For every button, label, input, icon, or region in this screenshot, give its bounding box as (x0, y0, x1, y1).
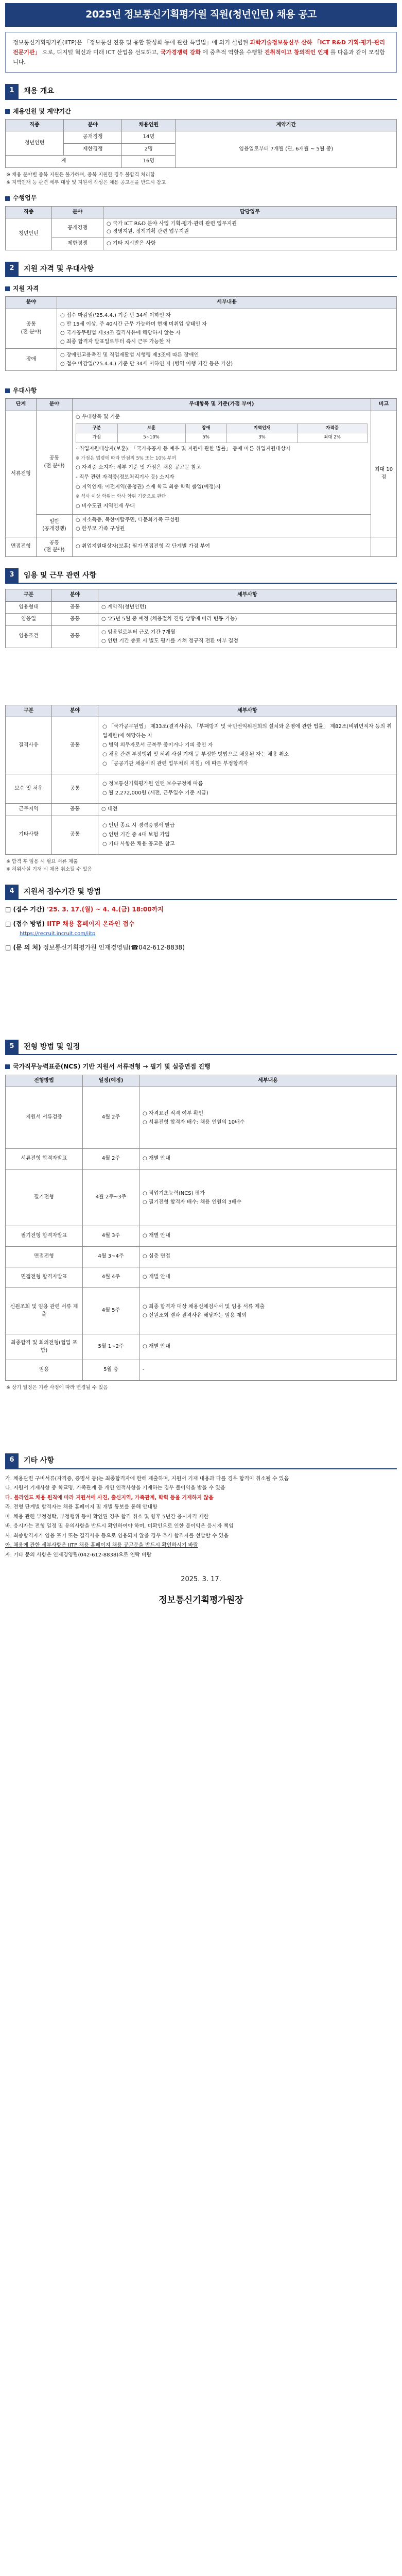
table-cell (73, 411, 371, 514)
table-cell: 2명 (122, 143, 176, 156)
apply-period-value: '25. 3. 17.(월) ~ 4. 4.(금) 18:00까지 (47, 906, 164, 913)
table-header: 분야 (52, 589, 98, 602)
table-header: 자격증 (297, 423, 367, 433)
bonus-points-table (76, 423, 368, 443)
list-item: 마. 채용 관련 부정청탁, 부정행위 등이 확인된 경우 합격 취소 및 향후 5년간 응시자격 제한 (5, 1514, 209, 1520)
table-cell: 신원조회 및 임용 관련 서류 제출 (6, 1288, 83, 1334)
section-number: 6 (5, 1453, 19, 1468)
section-number: 4 (5, 885, 19, 899)
list-item: ○ 한부모 가족 구성원 (76, 526, 125, 532)
table-header: 세부내용 (57, 297, 397, 309)
table-cell: 공통 (52, 614, 98, 626)
table-cell: ○ 기타 지시받은 사항 (103, 238, 397, 250)
list-item: ○ 저소득층, 북한이탈주민, 다문화가족 구성원 (76, 517, 180, 523)
table-cell: ○ 최종 합격자 대상 채용신체검사서 및 임용 서류 제출 ○ 신원조회 결과 결격사유 해당자는 임용 제외 (139, 1288, 397, 1334)
notes (5, 171, 397, 187)
table-cell: ○ 접수 마감일('25.4.4.) 기준 만 34세 이하인 자 ○ 만 15세 이상, 주 40시간 근무 가능하며 현재 미취업 상태인 자 ○ 국가공무원법 제33조 결격사유에 해당하지 않는 자 ○ 최종 합격자 발표일로부터 즉시 근무 가능한 자 (57, 309, 397, 348)
apply-period (5, 905, 397, 914)
table-cell: - (139, 1360, 397, 1381)
contact (5, 943, 397, 952)
square-bullet-icon (5, 286, 10, 291)
list-item: ※ 석사 이상 학위는 학사 학위 기준으로 판단 (76, 494, 166, 500)
table-row (6, 614, 397, 626)
table-cell: ○ '25년 5월 중 예정 (채용절차 진행 상황에 따라 변동 가능) (98, 614, 397, 626)
subsection-heading (5, 284, 397, 293)
table-cell: 장애 (6, 348, 57, 370)
list-item: - 취업지원대상자(보훈): 「국가유공자 등 예우 및 지원에 관한 법률」 등에 따른 취업지원대상자 (76, 446, 291, 452)
intro-text-2: 에 중추적 역할을 수행할 (202, 48, 263, 56)
table-cell: 5~10% (117, 433, 185, 443)
table-cell: 4월 3~4주 (83, 1247, 139, 1267)
table-cell: 공통 (52, 816, 98, 854)
subsection-heading (5, 1062, 397, 1071)
table-row (6, 717, 397, 774)
table-cell: 임용형태 (6, 601, 52, 614)
table-cell: 4월 4주 (83, 1267, 139, 1288)
table-header: 분야 (37, 399, 73, 411)
table-cell: ○ 인턴 종료 시 경력증명서 발급 ○ 인턴 기간 중 4대 보험 가입 ○ 기타 사항은 채용 공고문 참고 (98, 816, 397, 854)
table-header: 직종 (6, 206, 52, 218)
table-cell: 공개경쟁 (64, 131, 122, 144)
table-header: 전형방법 (6, 1075, 83, 1087)
section-title: 지원서 접수기간 및 방법 (24, 887, 101, 896)
table-cell: ○ 자격요건 적격 여부 확인 ○ 서류전형 합격자 배수: 채용 인원의 10배수 (139, 1087, 397, 1149)
table-cell: ○ 직업기초능력(NCS) 평가 ○ 필기전형 합격자 배수: 채용 인원의 3배수 (139, 1170, 397, 1226)
issuer-name: 정보통신기획평가원장 (159, 1595, 243, 1605)
contact-value: 정보통신기획평가원 인재경영팀(☎042-612-8838) (43, 943, 185, 951)
table-header: 분야 (52, 705, 98, 717)
table-header: 구분 (76, 423, 118, 433)
note: ※ 채용 분야별 중복 지원은 불가하며, 중복 지원한 경우 불합격 처리함 (6, 172, 155, 178)
table-cell: 공통 (전 분야) (37, 537, 73, 556)
table-cell: 최종합격 및 회의전형(협업 포함) (6, 1334, 83, 1360)
table-header: 우대항목 및 기준(가점 부여) (73, 399, 371, 411)
table-header: 분야 (6, 297, 57, 309)
note: ※ 합격 후 임용 시 필요 서류 제출 (6, 858, 78, 865)
list-item: ○ 지역인재: 이전지역(충청권) 소재 학교 최종 학력 졸업(예정)자 (76, 484, 221, 490)
apply-method-value: IITP 채용 홈페이지 온라인 접수 (47, 920, 135, 927)
section-title: 채용 개요 (24, 87, 54, 96)
section-6-heading (5, 1453, 397, 1469)
preference-table (5, 398, 397, 556)
section-number: 5 (5, 1040, 19, 1054)
table-row (6, 1288, 397, 1334)
table-cell: 면접전형 (6, 537, 37, 556)
table-cell: ○ 개별 안내 (139, 1149, 397, 1170)
table-header: 보훈 (117, 423, 185, 433)
table-cell: ○ 대전 (98, 804, 397, 816)
table-cell: ○ 심층 면접 (139, 1247, 397, 1267)
list-item: 자. 기타 문의 사항은 인재경영팀(042-612-8838)으로 연락 바람 (5, 1552, 152, 1558)
table-cell: ○ 장애인고용촉진 및 직업재활법 시행령 제3조에 따른 장애인 ○ 접수 마감일('25.4.4.) 기준 만 34세 이하인 자 (병역 이행 기간 등은 가산) (57, 348, 397, 370)
list-item: 나. 지원서 기재사항 중 학교명, 가족관계 등 개인 인적사항을 기재하는 경우 불이익을 받을 수 있음 (5, 1485, 225, 1492)
table-row (6, 774, 397, 804)
table-cell: 공통 (52, 625, 98, 648)
list-item: 가. 채용관련 구비서류(자격증, 증명서 등)는 최종합격자에 한해 제출하며, 지원서 기재 내용과 다를 경우 합격이 취소될 수 있음 (5, 1476, 289, 1482)
table-cell: 가점 (76, 433, 118, 443)
intro-highlight-1: 과학기술정보통신부 산하 「ICT R&D 기획·평가·관리 전문기관」 (13, 39, 385, 56)
section-number: 2 (5, 262, 19, 276)
section-title: 지원 자격 및 우대사항 (24, 264, 94, 273)
notice-date: 2025. 3. 17. (181, 1575, 221, 1584)
apply-period-label: □ (접수 기간) (5, 906, 45, 913)
table-cell: 14명 (122, 131, 176, 144)
table-cell: ○ 취업지원대상자(보훈) 필기·면접전형 각 단계별 가점 부여 (73, 537, 371, 556)
subsection-title: 국가직무능력표준(NCS) 기반 지원서 서류전형 → 필기 및 실증면접 진행 (13, 1063, 211, 1071)
recruit-site-link[interactable]: https://recruit.incruit.com/iitp (20, 931, 96, 937)
hiring-count-table (5, 119, 397, 168)
conditions-table (5, 705, 397, 855)
table-cell: 16명 (122, 156, 176, 168)
table-row (6, 537, 397, 556)
section-title: 전형 방법 및 일정 (24, 1042, 80, 1051)
table-row (6, 1170, 397, 1226)
list-item: ※ 가점은 법령에 따라 만점의 5% 또는 10% 부여 (76, 456, 177, 462)
table-cell: 제한경쟁 (64, 143, 122, 156)
table-cell: ○ 「국가공무원법」 제33조(결격사유), 「부패방지 및 국민권익위원회의 설치와 운영에 관한 법률」 제82조(비위면직자 등의 취업제한)에 해당하는 자 ○ 병역 의무자로서 군복무 중이거나 기피 중인 자 ○ 채용 관련 부정행위 및 허위 사실 기재 등 부정한 방법으로 채용된 자는 채용 취소 ○ 「공공기관 채용비리 관련 업무처리 지침」에 따른 부정합격자 (98, 717, 397, 774)
table-header: 세부사항 (98, 589, 397, 602)
table-row (6, 1087, 397, 1149)
section-number: 3 (5, 568, 19, 583)
section-1-heading (5, 84, 397, 99)
table-row (6, 1226, 397, 1247)
table-row (6, 1334, 397, 1360)
table-cell: ○ 임용일로부터 근로 기간 7개월 ○ 인턴 기간 종료 시 별도 평가를 거쳐 정규직 전환 여부 결정 (98, 625, 397, 648)
table-cell: 근무지역 (6, 804, 52, 816)
table-row (6, 1247, 397, 1267)
table-cell: 서류전형 (6, 411, 37, 537)
table-cell: 4월 2주 (83, 1149, 139, 1170)
page-title: 2025년 정보통신기획평가원 직원(청년인턴) 채용 공고 (5, 3, 397, 27)
section-4-heading (5, 885, 397, 900)
table-cell: 지원서 서류검증 (6, 1087, 83, 1149)
subsection-heading (5, 386, 397, 395)
note: ※ 허위사실 기재 시 채용 취소될 수 있음 (6, 866, 92, 872)
table-cell: 4월 3주 (83, 1226, 139, 1247)
table-cell: ○ 국가 ICT R&D 분야 사업 기획·평가·관리 관련 업무지원 ○ 경영지원, 정책기획 관련 업무지원 (103, 218, 397, 238)
table-cell: 공통 (52, 804, 98, 816)
table-cell: 면접전형 (6, 1247, 83, 1267)
note: ※ 지역인재 등 관련 세부 대상 및 지원서 작성은 채용 공고문을 반드시 참고 (6, 180, 166, 186)
square-bullet-icon (5, 388, 10, 393)
intro-text-1b: 으로, 디지털 혁신과 미래 ICT 산업을 선도하고, (42, 48, 159, 56)
table-cell (371, 537, 397, 556)
table-header: 일정(예정) (83, 1075, 139, 1087)
intro-highlight-2: 국가경쟁력 강화 (160, 48, 201, 56)
table-header: 채용인원 (122, 119, 176, 131)
table-header: 분야 (64, 119, 122, 131)
subsection-heading (5, 107, 397, 116)
schedule-table (5, 1075, 397, 1381)
table-row (6, 238, 397, 250)
table-header: 담당업무 (103, 206, 397, 218)
square-bullet-icon (5, 1064, 10, 1069)
table-header: 단계 (6, 399, 37, 411)
list-item: 아. 채용에 관한 세부사항은 IITP 채용 홈페이지 채용 공고문을 반드시 확인하시기 바람 (5, 1543, 198, 1549)
subsection-title: 지원 자격 (13, 285, 39, 293)
list-item: ○ 우대항목 및 기준 (76, 414, 120, 420)
table-cell: 일반 (공개경쟁) (37, 514, 73, 537)
table-cell: 공통 (전 분야) (37, 411, 73, 514)
list-item: 라. 전형 단계별 합격자는 채용 홈페이지 및 개별 통보를 통해 안내함 (5, 1504, 158, 1511)
table-row (6, 218, 397, 238)
table-cell: 공통 (52, 717, 98, 774)
section-5-heading (5, 1040, 397, 1055)
table-row (6, 625, 397, 648)
notes (5, 858, 397, 873)
table-row (6, 411, 397, 514)
table-cell: 청년인턴 (6, 218, 52, 250)
duty-table (5, 206, 397, 250)
intro-highlight-3: 진취적이고 창의적인 인재 (264, 48, 329, 56)
etc-list (5, 1475, 397, 1560)
table-row (6, 1149, 397, 1170)
table-cell: ○ 계약직(청년인턴) (98, 601, 397, 614)
table-cell: 필기전형 합격자발표 (6, 1226, 83, 1247)
table-cell (73, 514, 371, 537)
table-cell: ○ 정보통신기획평가원 인턴 보수규정에 따름 ○ 월 2,272,000원 (세전, 근무일수 기준 지급) (98, 774, 397, 804)
qualification-table (5, 296, 397, 371)
table-cell: 최대 2% (297, 433, 367, 443)
subsection-heading (5, 194, 397, 202)
square-bullet-icon (5, 196, 10, 201)
list-item: ○ 비수도권 지역인재 우대 (76, 503, 135, 509)
table-cell: 5월 1~2주 (83, 1334, 139, 1360)
table-cell: 보수 및 처우 (6, 774, 52, 804)
table-row (76, 433, 368, 443)
section-2-heading (5, 262, 397, 277)
table-header: 비고 (371, 399, 397, 411)
list-item: 바. 응시자는 전형 일정 및 유의사항을 반드시 확인하여야 하며, 미확인으로 인한 불이익은 응시자 책임 (5, 1523, 234, 1530)
section-title: 기타 사항 (24, 1456, 54, 1465)
subsection-title: 채용인원 및 계약기간 (13, 107, 71, 115)
table-cell: 면접전형 합격자발표 (6, 1267, 83, 1288)
table-cell: 필기전형 (6, 1170, 83, 1226)
intro-text-1: 정보통신기획평가원(IITP)은 「정보통신 진흥 및 융합 활성화 등에 관한 특별법」에 의거 설립된 (13, 39, 249, 46)
table-cell: 임용일 (6, 614, 52, 626)
section-3-heading (5, 568, 397, 584)
table-cell: 4월 2주~3주 (83, 1170, 139, 1226)
table-row (6, 1360, 397, 1381)
table-cell: ○ 개별 안내 (139, 1226, 397, 1247)
list-item: 다. 블라인드 채용 원칙에 따라 지원서에 사진, 출신지역, 가족관계, 학력 등을 기재하지 않음 (5, 1495, 214, 1501)
table-cell: 최대 10점 (371, 411, 397, 537)
table-header: 세부사항 (98, 705, 397, 717)
table-cell: 3% (227, 433, 298, 443)
section-number: 1 (5, 84, 19, 98)
subsection-title: 수행업무 (13, 194, 37, 202)
table-cell: 계 (6, 156, 122, 168)
table-cell: 공통 (52, 601, 98, 614)
table-header: 지역인재 (227, 423, 298, 433)
table-header: 직종 (6, 119, 64, 131)
table-cell: 5% (185, 433, 227, 443)
table-cell: ○ 개별 안내 (139, 1334, 397, 1360)
employment-table (5, 589, 397, 648)
table-cell: 5월 중 (83, 1360, 139, 1381)
table-header: 세부내용 (139, 1075, 397, 1087)
table-row (6, 131, 397, 144)
table-row (6, 1267, 397, 1288)
notes (5, 1384, 397, 1392)
list-item: - 직무 관련 자격증(정보처리기사 등) 소지자 (76, 474, 174, 481)
contact-label: □ (문 의 처) (5, 943, 41, 951)
table-row (6, 348, 397, 370)
table-header: 구분 (6, 589, 52, 602)
table-header: 계약기간 (176, 119, 397, 131)
square-bullet-icon (5, 109, 10, 114)
table-cell: 서류전형 합격자발표 (6, 1149, 83, 1170)
list-item: ○ 자격증 소지자: 세부 기준 및 가점은 채용 공고문 참고 (76, 465, 201, 471)
table-row (6, 816, 397, 854)
table-cell: 청년인턴 (6, 131, 64, 156)
table-row (6, 601, 397, 614)
table-row (6, 804, 397, 816)
table-cell: 4월 5주 (83, 1288, 139, 1334)
subsection-title: 우대사항 (13, 386, 37, 394)
apply-method-label: □ (접수 방법) (5, 920, 45, 927)
intro-text-3: 를 다음과 같이 모집합니다. (13, 48, 385, 66)
table-cell: 공통 (52, 774, 98, 804)
table-header: 장애 (185, 423, 227, 433)
table-row (6, 514, 397, 537)
table-cell: 제한경쟁 (52, 238, 103, 250)
table-header: 분야 (52, 206, 103, 218)
list-item: 사. 최종합격자가 임용 포기 또는 결격사유 등으로 임용되지 않을 경우 추가 합격자를 선발할 수 있음 (5, 1533, 229, 1539)
table-header: 구분 (6, 705, 52, 717)
table-cell: 임용일로부터 7개월 (단, 6개월 ~ 5월 중) (176, 131, 397, 168)
table-cell: 공개경쟁 (52, 218, 103, 238)
table-cell: 임용 (6, 1360, 83, 1381)
table-cell: 임용조건 (6, 625, 52, 648)
table-cell: 결격사유 (6, 717, 52, 774)
table-cell: ○ 개별 안내 (139, 1267, 397, 1288)
table-cell: 공통 (전 분야) (6, 309, 57, 348)
apply-method (5, 920, 397, 928)
note: ※ 상기 일정은 기관 사정에 따라 변경될 수 있음 (6, 1385, 108, 1391)
table-row (6, 309, 397, 348)
intro-box (5, 32, 397, 73)
table-cell: 기타사항 (6, 816, 52, 854)
section-title: 임용 및 근무 관련 사항 (24, 571, 97, 580)
table-cell: 4월 2주 (83, 1087, 139, 1149)
